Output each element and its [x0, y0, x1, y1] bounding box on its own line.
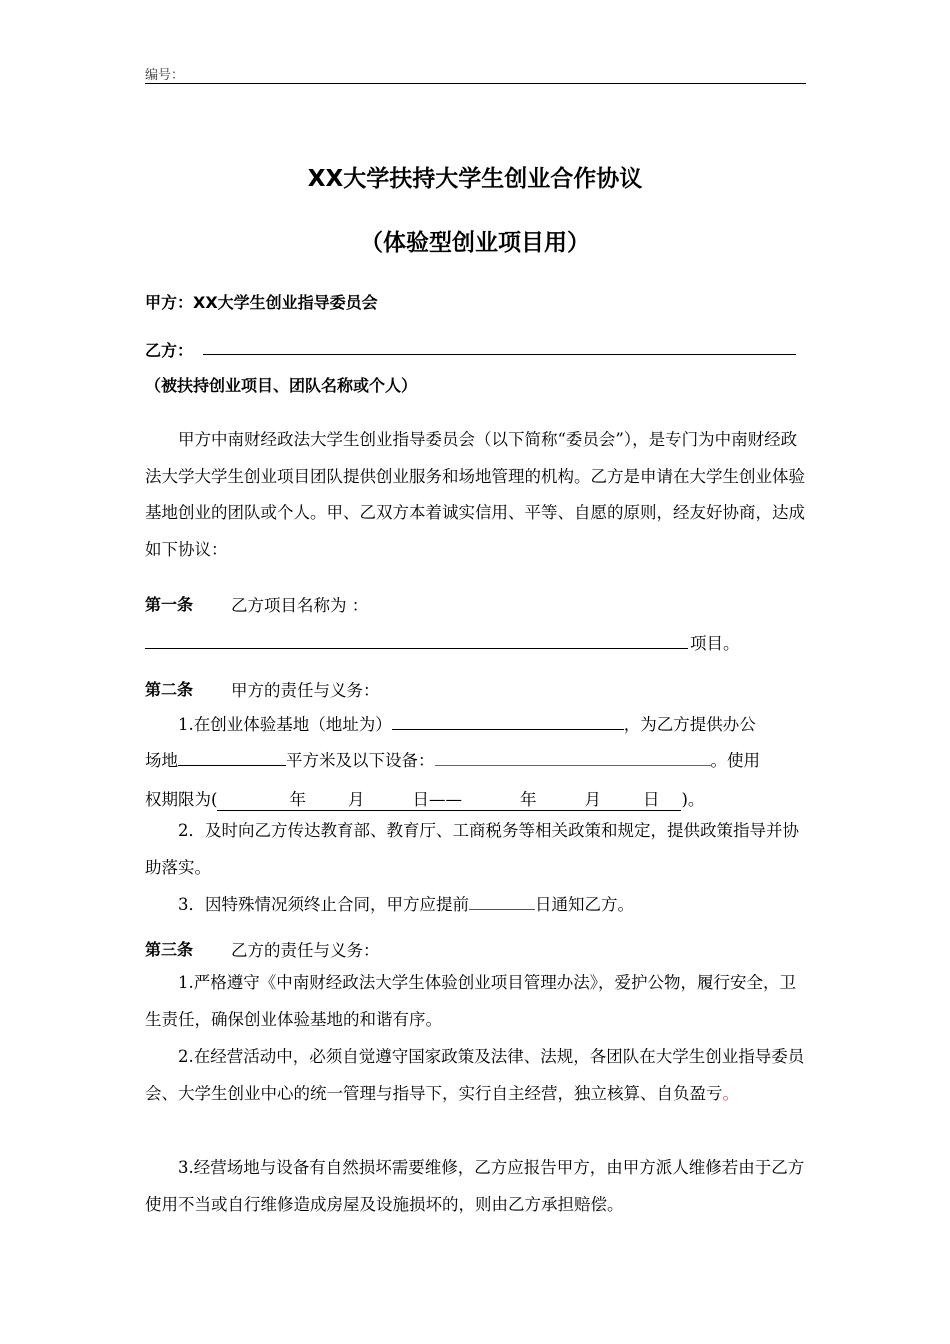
article1-heading: 第一条 — [145, 595, 194, 614]
address-blank — [392, 711, 624, 730]
article2-text: 甲方的责任与义务： — [231, 681, 380, 700]
item1-text-c: 场地 — [145, 751, 178, 770]
number-label: 编号： — [145, 68, 185, 83]
term-blank — [217, 786, 681, 811]
party-b-blank — [203, 354, 796, 355]
article3-item1: 1.严格遵守《中南财经政法大学生体验创业项目管理办法》，爱护公物，履行安全，卫生责任，确保创业体验基地的和谐有序。 — [145, 973, 796, 1029]
header-rule — [145, 83, 806, 84]
article3-item2-text: 2.在经营活动中，必须自觉遵守国家政策及法律、法规，各团队在大学生创业指导委员会、大学生创业中心的统一管理与指导下，实行自主经营，独立核算、自负盈亏 — [145, 1047, 805, 1103]
equipment-blank — [435, 747, 711, 766]
article2-heading: 第二条 — [145, 680, 194, 699]
article2-item3 — [178, 891, 634, 915]
item1-text-d: 平方米及以下设备： — [286, 751, 435, 770]
start-month-label: 月 — [347, 790, 365, 809]
document-subtitle: （体验型创业项目用） — [360, 230, 590, 256]
article3-heading: 第三条 — [145, 940, 194, 959]
article1-text: 乙方项目名称为 ： — [231, 596, 369, 615]
end-month-label: 月 — [584, 790, 601, 809]
start-day-label: 日—— — [412, 790, 462, 809]
article3-item3: 3.经营场地与设备有自然损坏需要维修，乙方应报告甲方，由甲方派人维修若由于乙方使用不当或自行维修造成房屋及设施损坏的，则由乙方承担赔偿。 — [145, 1158, 805, 1214]
article3-text: 乙方的责任与义务： — [231, 941, 380, 960]
item1-text-a: 1.在创业体验基地（地址为） — [178, 715, 392, 734]
article2-item2: 2．及时向乙方传达教育部、教育厅、工商税务等相关政策和规定，提供政策指导并协助落实。 — [145, 821, 799, 877]
item1-text-b: ，为乙方提供办公 — [623, 715, 756, 734]
intro-paragraph: 甲方中南财经政法大学生创业指导委员会（以下简称“委员会”），是专门为中南财经政法大学大学生创业项目团队提供创业服务和场地管理的机构。乙方是申请在大学生创业体验基地创业的团队或个人。甲、乙双方本着诚实信用、平等、自愿的原则，经友好协商，达成如下协议： — [145, 430, 805, 559]
party-a: 甲方：XX大学生创业指导委员会 — [145, 293, 378, 312]
article3-item2-end: 。 — [722, 1083, 739, 1103]
project-name-blank — [145, 648, 688, 649]
end-day-label: 日 — [642, 790, 660, 809]
party-b-note: （被扶持创业项目、团队名称或个人） — [145, 376, 418, 395]
start-year-label: 年 — [289, 790, 306, 809]
document-title: XX大学扶持大学生创业合作协议 — [307, 166, 643, 192]
article2-item1-line3 — [145, 786, 704, 811]
item3-text-a: 3．因特殊情况须终止合同，甲方应提前 — [178, 895, 469, 914]
party-b-label: 乙方： — [145, 341, 194, 360]
area-blank — [178, 747, 286, 766]
article2-item1-line1 — [178, 711, 756, 735]
article3-item2 — [145, 1039, 805, 1112]
item1-text-f: 权期限为( — [145, 790, 218, 809]
item1-text-e: 。使用 — [710, 751, 760, 770]
article1-suffix: 项目。 — [690, 634, 740, 653]
article2-item1-line2 — [145, 747, 760, 771]
item1-text-g: )。 — [681, 790, 705, 809]
end-year-label: 年 — [519, 790, 537, 809]
notice-days-blank — [469, 891, 535, 910]
item3-text-b: 日通知乙方。 — [535, 895, 634, 914]
